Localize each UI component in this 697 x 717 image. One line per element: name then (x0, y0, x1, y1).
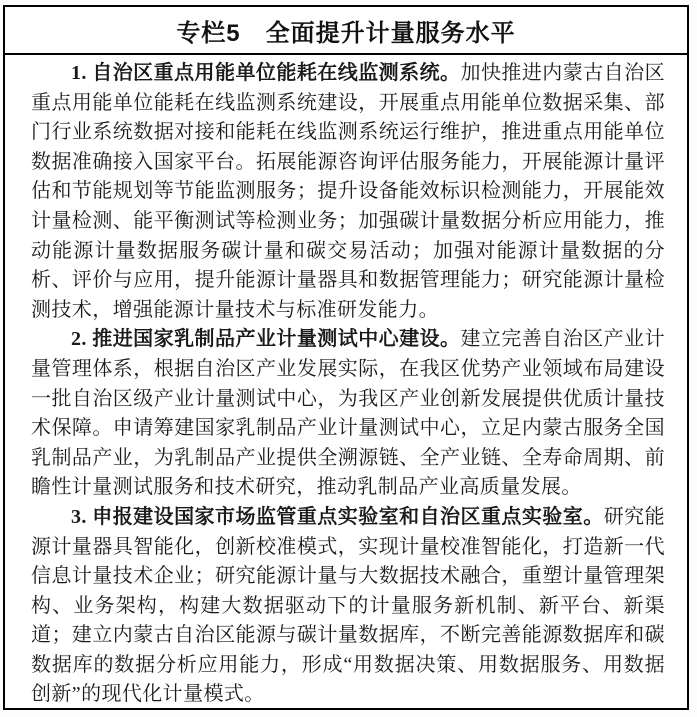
paragraph-3-text: 研究能源计量器具智能化，创新校准模式，实现计量校准智能化，打造新一代信息计量技术企业；研究能源计量与大数据技术融合，重塑计量管理架构、业务架构，构建大数据驱动下的计量服务新机制、新平台、新渠道；建立内蒙古自治区能源与碳计量数据库，不断完善能源数据库和碳数据库的数据分析应用能力，形成“用数据决策、用数据服务、用数据创新”的现代化计量模式。 (31, 505, 666, 706)
paragraph-1 (31, 59, 665, 325)
paragraph-1-lead: 1. 自治区重点用能单位能耗在线监测系统。 (71, 62, 461, 84)
paragraph-3 (31, 503, 665, 710)
paragraph-2 (31, 325, 665, 503)
column-panel (3, 5, 689, 710)
paragraph-1-text: 加快推进内蒙古自治区重点用能单位能耗在线监测系统建设，开展重点用能单位数据采集、部门行业系统数据对接和能耗在线监测系统运行维护，推进重点用能单位数据准确接入国家平台。拓展能源咨询评估服务能力，开展能源计量评估和节能规划等节能监测服务；提升设备能效标识检测能力，开展能效计量检测、能平衡测试等检测业务；加强碳计量数据分析应用能力，推动能源计量数据服务碳计量和碳交易活动；加强对能源计量数据的分析、评价与应用，提升能源计量器具和数据管理能力；研究能源计量检测技术，增强能源计量技术与标准研发能力。 (31, 62, 665, 321)
paragraph-2-lead: 2. 推进国家乳制品产业计量测试中心建设。 (71, 328, 461, 351)
panel-body (5, 55, 687, 710)
paragraph-3-lead: 3. 申报建设国家市场监管重点实验室和自治区重点实验室。 (71, 505, 604, 528)
panel-title: 专栏5 全面提升计量服务水平 (5, 7, 687, 55)
paragraph-2-text: 建立完善自治区产业计量管理体系，根据自治区产业发展实际，在我区优势产业领域布局建设一批自治区级产业计量测试中心，为我区产业创新发展提供优质计量技术保障。申请筹建国家乳制品产业计量测试中心，立足内蒙古服务全国乳制品产业，为乳制品产业提供全溯源链、全产业链、全寿命周期、前瞻性计量测试服务和技术研究，推动乳制品产业高质量发展。 (31, 328, 665, 499)
